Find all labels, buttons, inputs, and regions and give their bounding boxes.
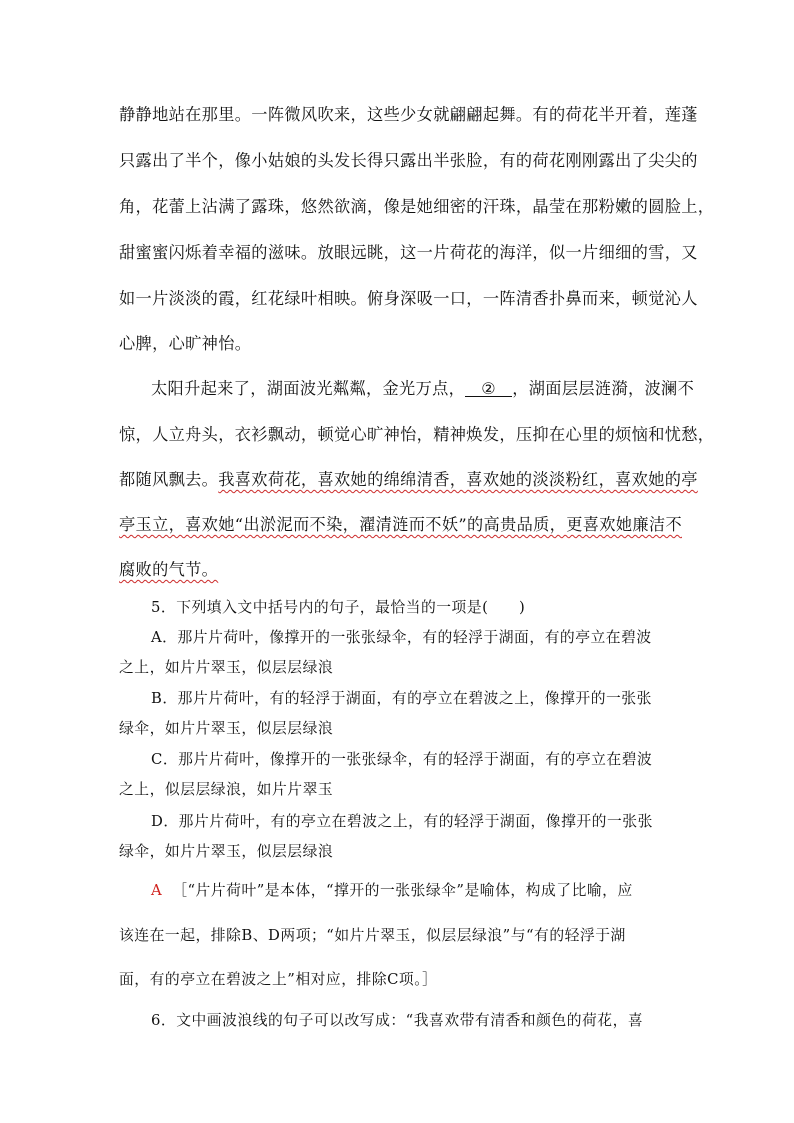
passage-line-2: 只露出了半个，像小姑娘的头发长得只露出半张脸，有的荷花刚刚露出了尖尖的 — [119, 151, 698, 170]
passage-p2-line-5 — [119, 556, 675, 580]
option-a-line-2: 之上，如片片翠玉，似层层绿浪 — [119, 659, 334, 676]
passage-line-6: 心脾，心旷神怡。 — [119, 334, 252, 353]
wavy-underlined-sentence-part-1: 我喜欢荷花，喜欢她的绵绵清香，喜欢她的淡淡粉红，喜欢她的亭 — [218, 470, 698, 489]
answer-explanation-line-1 — [151, 879, 707, 900]
passage-line-1: 静静地站在那里。一阵微风吹来，这些少女就翩翩起舞。有的荷花半开着，莲蓬 — [119, 105, 698, 124]
passage-line-4: 甜蜜蜜闪烁着幸福的滋味。放眼远眺，这一片荷花的海洋，似一片细细的雪，又 — [119, 243, 698, 262]
passage-p2-line-2: 惊，人立舟头，衣衫飘动，顿觉心旷神怡，精神焕发，压抑在心里的烦恼和忧愁， — [119, 425, 715, 444]
option-d-line-2: 绿伞，如片片翠玉，似层层绿浪 — [119, 843, 334, 860]
option-b-line-1: B．那片片荷叶，有的轻浮于湖面，有的亭立在碧波之上，像撑开的一张张 — [151, 690, 652, 707]
answer-explanation-line-3: 面，有的亭立在碧波之上”相对应，排除C项。］ — [119, 971, 438, 988]
explanation-text-1: ［“片片荷叶”是本体，“撑开的一张张绿伞”是喻体，构成了比喻，应 — [172, 882, 633, 899]
passage-p2-line-3 — [119, 466, 698, 490]
passage-p2-line-4 — [119, 511, 682, 535]
option-c-line-1: C．那片片荷叶，像撑开的一张张绿伞，有的轻浮于湖面，有的亭立在碧波 — [151, 751, 653, 768]
option-a-line-1: A．那片片荷叶，像撑开的一张张绿伞，有的轻浮于湖面，有的亭立在碧波 — [151, 629, 652, 646]
answer-letter: A — [151, 882, 163, 899]
passage-p2-line-1 — [151, 375, 695, 399]
p2-text-after-blank: ，湖面层层涟漪，波澜不 — [512, 379, 695, 398]
passage-line-3: 角，花蕾上沾满了露珠，悠然欲滴，像是她细密的汗珠，晶莹在那粉嫩的圆脸上， — [119, 197, 715, 216]
question-5-stem: 5．下列填入文中括号内的句子，最恰当的一项是( ) — [151, 599, 526, 616]
p2-text-before-blank: 太阳升起来了，湖面波光粼粼，金光万点， — [151, 379, 466, 398]
fill-blank-2: ② — [465, 381, 512, 397]
answer-explanation-line-2: 该连在一起，排除B、D两项；“如片片翠玉，似层层绿浪”与“有的轻浮于湖 — [119, 927, 626, 944]
wavy-underlined-sentence-part-2: 亭玉立，喜欢她“出淤泥而不染，濯清涟而不妖”的高贵品质，更喜欢她廉洁不 — [119, 515, 682, 534]
option-c-line-2: 之上，似层层绿浪，如片片翠玉 — [119, 781, 334, 798]
option-b-line-2: 绿伞，如片片翠玉，似层层绿浪 — [119, 720, 334, 737]
option-d-line-1: D．那片片荷叶，有的亭立在碧波之上，有的轻浮于湖面，像撑开的一张张 — [151, 813, 653, 830]
question-6-stem: 6．文中画波浪线的句子可以改写成：“我喜欢带有清香和颜色的荷花，喜 — [151, 1012, 644, 1029]
passage-line-5: 如一片淡淡的霞，红花绿叶相映。俯身深吸一口，一阵清香扑鼻而来，顿觉沁人 — [119, 289, 698, 308]
wavy-underlined-sentence-part-3: 腐败的气节。 — [119, 560, 219, 579]
p2-plain-text: 都随风飘去。 — [119, 470, 219, 489]
